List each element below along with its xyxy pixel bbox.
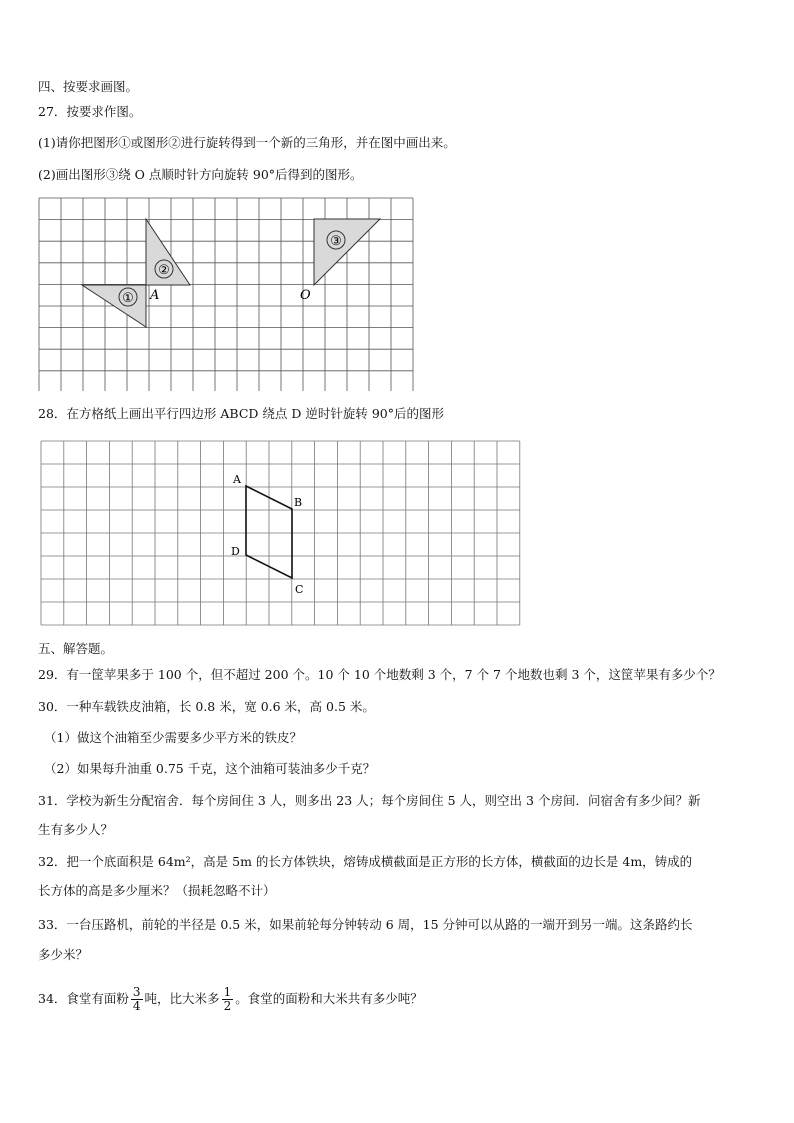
vertex-c-label: C [295,583,304,596]
q27-part2: (2)画出图形③绕 O 点顺时针方向旋转 90°后得到的图形。 [38,167,363,182]
section4-heading: 四、按要求画图。 [38,79,139,94]
fraction2-denominator: 2 [223,999,232,1013]
shape1-label: ① [122,291,134,306]
point-a-label: A [150,288,160,303]
q30-part1: （1）做这个油箱至少需要多少平方米的铁皮？ [44,730,302,745]
fraction1-numerator: 3 [132,985,141,999]
q27-grid-figure [38,197,424,391]
fraction2-numerator: 1 [223,985,232,999]
q33-line1: 33．一台压路机，前轮的半径是 0.5 米，如果前轮每分钟转动 6 周，15 分钟可以从路的一端开到另一端。这条路约长 [38,917,693,932]
q34-prefix: 34．食堂有面粉 [38,991,129,1006]
q27-title: 27．按要求作图。 [38,104,142,119]
section5-heading: 五、解答题。 [38,641,114,656]
q34-suffix: 。食堂的面粉和大米共有多少吨？ [235,991,423,1006]
q28-grid-figure [40,440,522,628]
fraction-3-4 [131,986,143,1013]
q28-grid-lines [41,441,520,625]
fraction1-denominator: 4 [132,999,141,1013]
shape3-label: ③ [330,234,342,249]
q30-part2: （2）如果每升油重 0.75 千克，这个油箱可装油多少千克？ [44,761,376,776]
q34-middle: 吨，比大米多 [144,991,220,1006]
q33-line2: 多少米？ [38,947,89,962]
vertex-a-label: A [233,473,241,486]
fraction-1-2 [222,986,234,1013]
q31-line1: 31．学校为新生分配宿舍．每个房间住 3 人，则多出 23 人；每个房间住 5 人，则空出 3 个房间．问宿舍有多少间？新 [38,793,701,808]
q27-part1: (1)请你把图形①或图形②进行旋转得到一个新的三角形，并在图中画出来。 [38,135,456,150]
point-o-label: O [300,288,311,303]
q32-line2: 长方体的高是多少厘米？（损耗忽略不计） [38,883,276,898]
vertex-d-label: D [231,545,240,558]
q32-line1: 32．把一个底面积是 64m²，高是 5m 的长方体铁块，熔铸成横截面是正方形的长方体，横截面的边长是 4m，铸成的 [38,854,693,869]
q31-line2: 生有多少人？ [38,822,114,837]
shape2-label: ② [158,263,170,278]
q28-title: 28．在方格纸上画出平行四边形 ABCD 绕点 D 逆时针旋转 90°后的图形 [38,406,444,421]
q30-stem: 30．一种车载铁皮油箱，长 0.8 米，宽 0.6 米，高 0.5 米。 [38,699,375,714]
q34-line [38,986,423,1013]
q29-text: 29．有一筐苹果多于 100 个，但不超过 200 个。10 个 10 个地数剩 3 个，7 个 7 个地数也剩 3 个，这筐苹果有多少个？ [38,667,721,682]
vertex-b-label: B [294,496,303,509]
